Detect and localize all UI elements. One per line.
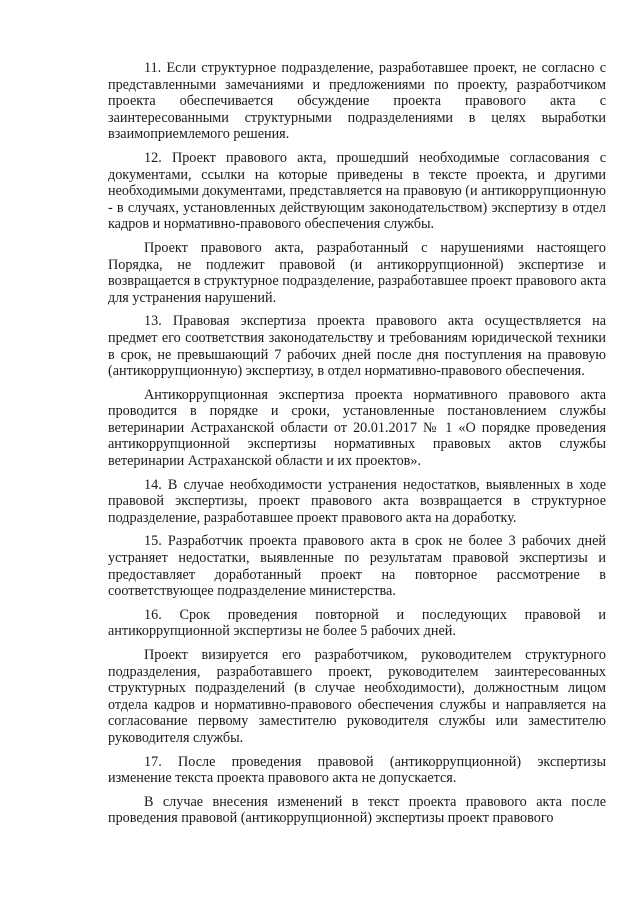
paragraph-12-note: Проект правового акта, разработанный с нарушениями настоящего Порядка, не подлежит правовой (и антикоррупционной) экспертизе и возвращается в структурное подразделение, разработавшее проект правового акта для устранения нарушений. [108, 239, 606, 306]
paragraph-16-approval: Проект визируется его разработчиком, руководителем структурного подразделения, разработавшего проект, руководителем заинтересованных структурных подразделений (в случае необходимости), должностным лицом отдела кадров и нормативно-правового обеспечения службы и направляется на согласование первому заместителю руководителя службы или заместителю руководителя службы. [108, 647, 606, 746]
paragraph-13: 13. Правовая экспертиза проекта правового акта осуществляется на предмет его соответствия законодательству и требованиям юридической техники в срок, не превышающий 7 рабочих дней после дня поступления на правовую (антикоррупционную) экспертизу, в отдел нормативно-правового обеспечения. [108, 313, 606, 380]
paragraph-17: 17. После проведения правовой (антикоррупционной) экспертизы изменение текста проекта правового акта не допускается. [108, 753, 606, 787]
paragraph-17-changes: В случае внесения изменений в текст проекта правового акта после проведения правовой (антикоррупционной) экспертизы проект правового [108, 793, 606, 827]
paragraph-13-anticorruption: Антикоррупционная экспертиза проекта нормативного правового акта проводится в порядке и сроки, установленные постановлением службы ветеринарии Астраханской области от 20.01.2017 № 1 «О порядке проведения антикоррупционной экспертизы нормативных правовых актов службы ветеринарии Астраханской области и их проектов». [108, 386, 606, 470]
paragraph-15: 15. Разработчик проекта правового акта в срок не более 3 рабочих дней устраняет недостатки, выявленные по результатам правовой экспертизы и предоставляет доработанный проект на повторное рассмотрение в соответствующее подразделение министерства. [108, 533, 606, 600]
paragraph-12: 12. Проект правового акта, прошедший необходимые согласования с документами, ссылки на которые приведены в тексте проекта, и другими необходимыми документами, представляется на правовую (и антикоррупционную - в случаях, установленных действующим законодательством) экспертизу в отдел кадров и нормативно-правового обеспечения службы. [108, 149, 606, 233]
paragraph-14: 14. В случае необходимости устранения недостатков, выявленных в ходе правовой экспертизы, проект правового акта возвращается в структурное подразделение, разработавшее проект правового акта на доработку. [108, 476, 606, 526]
paragraph-11: 11. Если структурное подразделение, разработавшее проект, не согласно с представленными замечаниями и предложениями по проекту, разработчиком проекта обеспечивается обсуждение проекта правового акта с заинтересованными структурными подразделениями в целях выработки взаимоприемлемого решения. [108, 60, 606, 143]
paragraph-16: 16. Срок проведения повторной и последующих правовой и антикоррупционной экспертизы не более 5 рабочих дней. [108, 606, 606, 640]
